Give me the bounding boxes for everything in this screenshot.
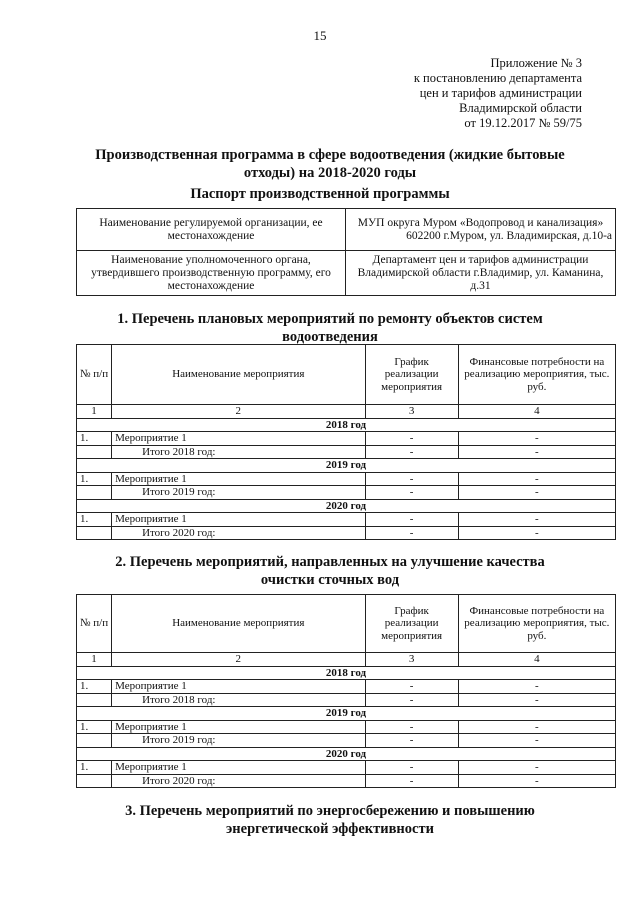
measure-name: Мероприятие 1: [112, 472, 365, 486]
total-label: Итого 2020 год:: [112, 526, 365, 540]
measure-name: Мероприятие 1: [112, 513, 365, 527]
header-schedule: График реализации мероприятия: [365, 595, 458, 653]
total-label: Итого 2018 год:: [112, 445, 365, 459]
section-heading: [60, 310, 600, 346]
row-num: 1.: [77, 680, 112, 694]
column-number: 2: [112, 405, 365, 419]
schedule-cell: -: [365, 513, 458, 527]
document-title-line: отходы) на 2018-2020 годы: [243, 165, 417, 181]
year-row: [77, 747, 616, 761]
total-row: [77, 734, 616, 748]
column-number: 2: [112, 653, 365, 667]
measure-name: Мероприятие 1: [112, 761, 365, 775]
passport-value: [346, 209, 616, 251]
total-row: [77, 774, 616, 788]
finance-cell: -: [458, 513, 615, 527]
passport-value-line: 602200 г.Муром, ул. Владимирская, д.10-а: [406, 229, 612, 242]
section-heading-line: энергетической эффективности: [226, 821, 434, 837]
passport-value-line: МУП округа Муром «Водопровод и канализация»: [357, 216, 604, 229]
finance-cell: -: [458, 526, 615, 540]
finance-cell: -: [458, 432, 615, 446]
total-row: [77, 486, 616, 500]
total-label: Итого 2019 год:: [112, 486, 365, 500]
schedule-cell: -: [365, 774, 458, 788]
total-label: Итого 2018 год:: [112, 693, 365, 707]
column-number: 3: [365, 653, 458, 667]
column-number: 1: [77, 405, 112, 419]
schedule-cell: -: [365, 761, 458, 775]
appendix-line: Приложение № 3: [490, 56, 582, 70]
year-label: 2020 год: [77, 499, 616, 513]
column-number-row: [77, 653, 616, 667]
measure-name: Мероприятие 1: [112, 680, 365, 694]
column-number: 4: [458, 653, 615, 667]
year-label: 2019 год: [77, 459, 616, 473]
section-heading: [60, 802, 600, 838]
year-row: [77, 418, 616, 432]
measure-name: Мероприятие 1: [112, 432, 365, 446]
section-heading-line: водоотведения: [282, 329, 378, 345]
passport-row: [77, 209, 616, 251]
section-heading-line: очистки сточных вод: [260, 572, 400, 588]
row-num: 1.: [77, 720, 112, 734]
column-number: 4: [458, 405, 615, 419]
header-finance: Финансовые потребности на реализацию мероприятия, тыс. руб.: [458, 345, 615, 405]
table-row: [77, 680, 616, 694]
total-row: [77, 445, 616, 459]
table-header-row: [77, 345, 616, 405]
appendix-block: [414, 56, 582, 131]
row-num: 1.: [77, 472, 112, 486]
header-name: Наименование мероприятия: [112, 595, 365, 653]
section-heading-line: 2. Перечень мероприятий, направленных на улучшение качества: [115, 554, 545, 570]
year-row: [77, 666, 616, 680]
header-schedule: График реализации мероприятия: [365, 345, 458, 405]
passport-row: [77, 251, 616, 296]
schedule-cell: -: [365, 445, 458, 459]
table-row: [77, 513, 616, 527]
passport-label: Наименование уполномоченного органа, утвердившего производственную программу, его местонахождение: [77, 251, 346, 296]
table-row: [77, 720, 616, 734]
year-label: 2018 год: [77, 666, 616, 680]
section-heading-line: 3. Перечень мероприятий по энергосбережению и повышению: [125, 803, 535, 819]
passport-label: Наименование регулируемой организации, ее местонахождение: [77, 209, 346, 251]
year-label: 2019 год: [77, 707, 616, 721]
year-label: 2020 год: [77, 747, 616, 761]
finance-cell: -: [458, 774, 615, 788]
finance-cell: -: [458, 680, 615, 694]
measure-name: Мероприятие 1: [112, 720, 365, 734]
schedule-cell: -: [365, 693, 458, 707]
appendix-line: Владимирской области: [459, 101, 582, 115]
table-row: [77, 432, 616, 446]
document-title-line: Производственная программа в сфере водоотведения (жидкие бытовые: [95, 147, 565, 163]
measures-table: [76, 594, 616, 788]
schedule-cell: -: [365, 486, 458, 500]
finance-cell: -: [458, 693, 615, 707]
table-row: [77, 472, 616, 486]
schedule-cell: -: [365, 680, 458, 694]
finance-cell: -: [458, 761, 615, 775]
header-num: № п/п: [77, 595, 112, 653]
year-row: [77, 459, 616, 473]
year-row: [77, 499, 616, 513]
finance-cell: -: [458, 486, 615, 500]
total-label: Итого 2019 год:: [112, 734, 365, 748]
row-num: 1.: [77, 432, 112, 446]
schedule-cell: -: [365, 720, 458, 734]
passport-value: Департамент цен и тарифов администрации Владимирской области г.Владимир, ул. Каманина, д.31: [346, 251, 616, 296]
column-number: 3: [365, 405, 458, 419]
finance-cell: -: [458, 472, 615, 486]
appendix-line: от 19.12.2017 № 59/75: [464, 116, 582, 130]
year-label: 2018 год: [77, 418, 616, 432]
page-number: 15: [313, 28, 327, 43]
appendix-line: к постановлению департамента: [413, 71, 582, 85]
section-heading-line: 1. Перечень плановых мероприятий по ремонту объектов систем: [117, 311, 543, 327]
column-number-row: [77, 405, 616, 419]
finance-cell: -: [458, 734, 615, 748]
measures-table: [76, 344, 616, 540]
column-number: 1: [77, 653, 112, 667]
passport-heading: Паспорт производственной программы: [190, 186, 450, 202]
table-row: [77, 761, 616, 775]
schedule-cell: -: [365, 526, 458, 540]
appendix-line: цен и тарифов администрации: [419, 86, 582, 100]
schedule-cell: -: [365, 734, 458, 748]
schedule-cell: -: [365, 432, 458, 446]
row-num: 1.: [77, 761, 112, 775]
passport-table: [76, 208, 616, 296]
table-header-row: [77, 595, 616, 653]
header-finance: Финансовые потребности на реализацию мероприятия, тыс. руб.: [458, 595, 615, 653]
year-row: [77, 707, 616, 721]
document-title: [60, 146, 600, 182]
total-label: Итого 2020 год:: [112, 774, 365, 788]
total-row: [77, 526, 616, 540]
schedule-cell: -: [365, 472, 458, 486]
finance-cell: -: [458, 720, 615, 734]
section-heading: [60, 553, 600, 589]
row-num: 1.: [77, 513, 112, 527]
header-name: Наименование мероприятия: [112, 345, 365, 405]
header-num: № п/п: [77, 345, 112, 405]
total-row: [77, 693, 616, 707]
finance-cell: -: [458, 445, 615, 459]
